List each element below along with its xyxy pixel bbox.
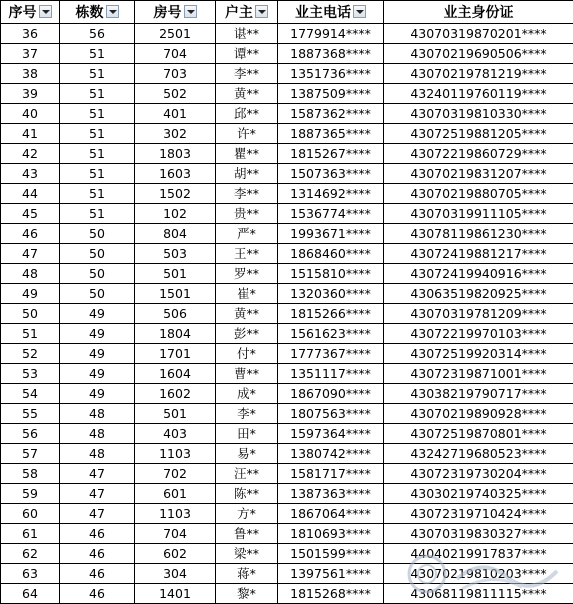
cell-room[interactable]: 704 [135, 524, 216, 544]
table-row[interactable] [1, 404, 573, 424]
cell-owner[interactable]: 陈** [216, 484, 278, 504]
table-row[interactable] [1, 84, 573, 104]
table-row[interactable] [1, 164, 573, 184]
cell-room[interactable]: 1501 [135, 284, 216, 304]
column-header-seq[interactable] [1, 1, 60, 24]
cell-phone[interactable]: 1815268**** [278, 584, 384, 604]
cell-room[interactable]: 1804 [135, 324, 216, 344]
table-row[interactable] [1, 64, 573, 84]
cell-id[interactable]: 43070319781209**** [384, 304, 573, 324]
filter-dropdown-icon[interactable] [106, 5, 119, 18]
table-row[interactable] [1, 224, 573, 244]
cell-owner[interactable]: 黎* [216, 584, 278, 604]
cell-room[interactable]: 702 [135, 464, 216, 484]
table-row[interactable] [1, 484, 573, 504]
cell-id[interactable]: 43070219831207**** [384, 164, 573, 184]
cell-room[interactable]: 302 [135, 124, 216, 144]
cell-owner[interactable]: 成* [216, 384, 278, 404]
cell-building[interactable]: 47 [60, 484, 135, 504]
cell-id[interactable]: 43068119811115**** [384, 584, 573, 604]
cell-building[interactable]: 50 [60, 244, 135, 264]
column-header-label: 序号 [9, 2, 37, 22]
cell-owner[interactable]: 梁** [216, 544, 278, 564]
cell-building[interactable]: 51 [60, 44, 135, 64]
cell-seq[interactable]: 45 [1, 204, 60, 224]
cell-phone[interactable]: 1815267**** [278, 144, 384, 164]
cell-building[interactable]: 51 [60, 204, 135, 224]
cell-room[interactable]: 102 [135, 204, 216, 224]
cell-building[interactable]: 49 [60, 364, 135, 384]
cell-owner[interactable]: 胡** [216, 164, 278, 184]
cell-building[interactable]: 51 [60, 84, 135, 104]
cell-id[interactable]: 43072219970103**** [384, 324, 573, 344]
table-row[interactable] [1, 444, 573, 464]
cell-owner[interactable]: 彭** [216, 324, 278, 344]
table-row[interactable] [1, 364, 573, 384]
table-row[interactable] [1, 284, 573, 304]
cell-seq[interactable]: 64 [1, 584, 60, 604]
cell-seq[interactable]: 63 [1, 564, 60, 584]
cell-seq[interactable]: 60 [1, 504, 60, 524]
cell-room[interactable]: 1803 [135, 144, 216, 164]
cell-room[interactable]: 1604 [135, 364, 216, 384]
cell-owner[interactable]: 付* [216, 344, 278, 364]
cell-id[interactable]: 43242719680523**** [384, 444, 573, 464]
cell-room[interactable]: 403 [135, 424, 216, 444]
cell-seq[interactable]: 44 [1, 184, 60, 204]
cell-seq[interactable]: 48 [1, 264, 60, 284]
cell-phone[interactable]: 1515810**** [278, 264, 384, 284]
cell-building[interactable]: 49 [60, 384, 135, 404]
cell-room[interactable]: 1502 [135, 184, 216, 204]
cell-seq[interactable]: 42 [1, 144, 60, 164]
cell-building[interactable]: 49 [60, 344, 135, 364]
cell-seq[interactable]: 59 [1, 484, 60, 504]
cell-phone[interactable]: 1867090**** [278, 384, 384, 404]
cell-building[interactable]: 46 [60, 544, 135, 564]
cell-phone[interactable]: 1397561**** [278, 564, 384, 584]
cell-room[interactable]: 506 [135, 304, 216, 324]
cell-phone[interactable]: 1351736**** [278, 64, 384, 84]
cell-phone[interactable]: 1387363**** [278, 484, 384, 504]
cell-seq[interactable]: 46 [1, 224, 60, 244]
table-row[interactable] [1, 424, 573, 444]
cell-building[interactable]: 51 [60, 184, 135, 204]
cell-room[interactable]: 1103 [135, 444, 216, 464]
table-row[interactable] [1, 144, 573, 164]
cell-id[interactable]: 43070319870201**** [384, 24, 573, 44]
filter-dropdown-icon[interactable] [184, 5, 197, 18]
cell-owner[interactable]: 崔* [216, 284, 278, 304]
cell-phone[interactable]: 1810693**** [278, 524, 384, 544]
cell-seq[interactable]: 41 [1, 124, 60, 144]
table-row[interactable] [1, 264, 573, 284]
cell-id[interactable]: 43072419881217**** [384, 244, 573, 264]
cell-seq[interactable]: 47 [1, 244, 60, 264]
column-header-building[interactable] [60, 1, 135, 24]
cell-room[interactable]: 1602 [135, 384, 216, 404]
cell-room[interactable]: 704 [135, 44, 216, 64]
cell-owner[interactable]: 许* [216, 124, 278, 144]
cell-owner[interactable]: 李** [216, 64, 278, 84]
cell-owner[interactable]: 黄** [216, 304, 278, 324]
table-row[interactable] [1, 504, 573, 524]
cell-id[interactable]: 43070219781219**** [384, 64, 573, 84]
cell-phone[interactable]: 1597364**** [278, 424, 384, 444]
table-row[interactable] [1, 524, 573, 544]
table-row[interactable] [1, 124, 573, 144]
cell-phone[interactable]: 1587362**** [278, 104, 384, 124]
cell-seq[interactable]: 57 [1, 444, 60, 464]
cell-building[interactable]: 51 [60, 164, 135, 184]
cell-id[interactable]: 44040219917837**** [384, 544, 573, 564]
cell-phone[interactable]: 1868460**** [278, 244, 384, 264]
cell-seq[interactable]: 50 [1, 304, 60, 324]
cell-id[interactable]: 43070319911105**** [384, 204, 573, 224]
cell-building[interactable]: 47 [60, 504, 135, 524]
cell-id[interactable]: 43070319830327**** [384, 524, 573, 544]
cell-room[interactable]: 601 [135, 484, 216, 504]
table-row[interactable] [1, 544, 573, 564]
cell-seq[interactable]: 39 [1, 84, 60, 104]
table-row[interactable] [1, 304, 573, 324]
cell-building[interactable]: 49 [60, 324, 135, 344]
cell-phone[interactable]: 1807563**** [278, 404, 384, 424]
cell-phone[interactable]: 1507363**** [278, 164, 384, 184]
cell-owner[interactable]: 瞿** [216, 144, 278, 164]
cell-id[interactable]: 43038219790717**** [384, 384, 573, 404]
cell-seq[interactable]: 49 [1, 284, 60, 304]
table-row[interactable] [1, 324, 573, 344]
cell-phone[interactable]: 1887368**** [278, 44, 384, 64]
cell-building[interactable]: 48 [60, 424, 135, 444]
cell-seq[interactable]: 61 [1, 524, 60, 544]
column-header-owner[interactable] [216, 1, 278, 24]
cell-room[interactable]: 502 [135, 84, 216, 104]
cell-owner[interactable]: 田* [216, 424, 278, 444]
cell-seq[interactable]: 55 [1, 404, 60, 424]
cell-id[interactable]: 43070219810203**** [384, 564, 573, 584]
cell-owner[interactable]: 曹** [216, 364, 278, 384]
cell-room[interactable]: 304 [135, 564, 216, 584]
cell-seq[interactable]: 36 [1, 24, 60, 44]
cell-building[interactable]: 50 [60, 284, 135, 304]
column-header-room[interactable] [135, 1, 216, 24]
cell-seq[interactable]: 62 [1, 544, 60, 564]
cell-seq[interactable]: 52 [1, 344, 60, 364]
column-header-label: 栋数 [76, 2, 104, 22]
cell-phone[interactable]: 1867064**** [278, 504, 384, 524]
cell-owner[interactable]: 谭** [216, 44, 278, 64]
cell-id[interactable]: 43240119760119**** [384, 84, 573, 104]
filter-dropdown-icon[interactable] [255, 5, 268, 18]
cell-seq[interactable]: 43 [1, 164, 60, 184]
table-row[interactable] [1, 184, 573, 204]
cell-owner[interactable]: 鲁** [216, 524, 278, 544]
table-row[interactable] [1, 344, 573, 364]
cell-seq[interactable]: 53 [1, 364, 60, 384]
cell-phone[interactable]: 1387509**** [278, 84, 384, 104]
cell-building[interactable]: 56 [60, 24, 135, 44]
cell-id[interactable]: 43072219860729**** [384, 144, 573, 164]
cell-room[interactable]: 503 [135, 244, 216, 264]
cell-owner[interactable]: 黄** [216, 84, 278, 104]
cell-phone[interactable]: 1887365**** [278, 124, 384, 144]
cell-owner[interactable]: 蒋* [216, 564, 278, 584]
cell-id[interactable]: 43072519920314**** [384, 344, 573, 364]
cell-room[interactable]: 602 [135, 544, 216, 564]
cell-id[interactable]: 43072319710424**** [384, 504, 573, 524]
cell-id[interactable]: 43072419940916**** [384, 264, 573, 284]
cell-phone[interactable]: 1380742**** [278, 444, 384, 464]
cell-building[interactable]: 51 [60, 64, 135, 84]
table-row[interactable] [1, 44, 573, 64]
cell-building[interactable]: 48 [60, 404, 135, 424]
cell-room[interactable]: 1401 [135, 584, 216, 604]
cell-owner[interactable]: 邱** [216, 104, 278, 124]
cell-room[interactable]: 804 [135, 224, 216, 244]
cell-phone[interactable]: 1777367**** [278, 344, 384, 364]
cell-phone[interactable]: 1993671**** [278, 224, 384, 244]
cell-phone[interactable]: 1561623**** [278, 324, 384, 344]
cell-owner[interactable]: 谌** [216, 24, 278, 44]
cell-building[interactable]: 51 [60, 144, 135, 164]
cell-owner[interactable]: 汪** [216, 464, 278, 484]
cell-id[interactable]: 43070219890928**** [384, 404, 573, 424]
cell-phone[interactable]: 1351117**** [278, 364, 384, 384]
cell-seq[interactable]: 54 [1, 384, 60, 404]
table-row[interactable] [1, 464, 573, 484]
cell-phone[interactable]: 1779914**** [278, 24, 384, 44]
column-header-label: 房号 [154, 2, 182, 22]
cell-room[interactable]: 501 [135, 264, 216, 284]
cell-building[interactable]: 50 [60, 264, 135, 284]
cell-phone[interactable]: 1536774**** [278, 204, 384, 224]
column-header-phone[interactable] [278, 1, 384, 24]
table-row[interactable] [1, 564, 573, 584]
column-header-label: 业主电话 [295, 2, 351, 22]
cell-id[interactable]: 43070219690506**** [384, 44, 573, 64]
cell-seq[interactable]: 58 [1, 464, 60, 484]
cell-seq[interactable]: 38 [1, 64, 60, 84]
filter-dropdown-icon[interactable] [39, 5, 52, 18]
cell-phone[interactable]: 1501599**** [278, 544, 384, 564]
cell-owner[interactable]: 易* [216, 444, 278, 464]
cell-id[interactable]: 43072319730204**** [384, 464, 573, 484]
cell-owner[interactable]: 贵** [216, 204, 278, 224]
cell-building[interactable]: 47 [60, 464, 135, 484]
cell-seq[interactable]: 37 [1, 44, 60, 64]
cell-id[interactable]: 43072519881205**** [384, 124, 573, 144]
filter-dropdown-icon[interactable] [353, 5, 366, 18]
cell-room[interactable]: 401 [135, 104, 216, 124]
table-row[interactable] [1, 24, 573, 44]
column-header-label: 业主身份证 [444, 2, 514, 22]
cell-id[interactable]: 43070219880705**** [384, 184, 573, 204]
cell-building[interactable]: 50 [60, 224, 135, 244]
table-row[interactable] [1, 584, 573, 604]
cell-id[interactable]: 43072319871001**** [384, 364, 573, 384]
cell-phone[interactable]: 1581717**** [278, 464, 384, 484]
cell-room[interactable]: 2501 [135, 24, 216, 44]
cell-building[interactable]: 49 [60, 304, 135, 324]
cell-owner[interactable]: 方* [216, 504, 278, 524]
table-body [1, 24, 573, 604]
cell-owner[interactable]: 罗** [216, 264, 278, 284]
cell-room[interactable]: 1603 [135, 164, 216, 184]
cell-phone[interactable]: 1815266**** [278, 304, 384, 324]
cell-seq[interactable]: 56 [1, 424, 60, 444]
cell-id[interactable]: 43072519870801**** [384, 424, 573, 444]
cell-owner[interactable]: 王** [216, 244, 278, 264]
cell-phone[interactable]: 1320360**** [278, 284, 384, 304]
cell-id[interactable]: 43070319810330**** [384, 104, 573, 124]
cell-room[interactable]: 1701 [135, 344, 216, 364]
cell-seq[interactable]: 40 [1, 104, 60, 124]
cell-seq[interactable]: 51 [1, 324, 60, 344]
cell-building[interactable]: 48 [60, 444, 135, 464]
cell-id[interactable]: 43030219740325**** [384, 484, 573, 504]
cell-room[interactable]: 703 [135, 64, 216, 84]
column-header-id[interactable] [384, 1, 573, 24]
cell-owner[interactable]: 李** [216, 184, 278, 204]
cell-owner[interactable]: 严* [216, 224, 278, 244]
cell-room[interactable]: 1103 [135, 504, 216, 524]
table-row[interactable] [1, 384, 573, 404]
cell-building[interactable]: 46 [60, 564, 135, 584]
table-row[interactable] [1, 104, 573, 124]
cell-owner[interactable]: 李* [216, 404, 278, 424]
column-header-label: 户主 [225, 2, 253, 22]
cell-building[interactable]: 51 [60, 104, 135, 124]
table-row[interactable] [1, 244, 573, 264]
cell-id[interactable]: 43063519820925**** [384, 284, 573, 304]
cell-building[interactable]: 46 [60, 584, 135, 604]
cell-id[interactable]: 43078119861230**** [384, 224, 573, 244]
cell-building[interactable]: 46 [60, 524, 135, 544]
cell-room[interactable]: 501 [135, 404, 216, 424]
cell-building[interactable]: 51 [60, 124, 135, 144]
cell-phone[interactable]: 1314692**** [278, 184, 384, 204]
header-row [1, 1, 573, 24]
table-row[interactable] [1, 204, 573, 224]
